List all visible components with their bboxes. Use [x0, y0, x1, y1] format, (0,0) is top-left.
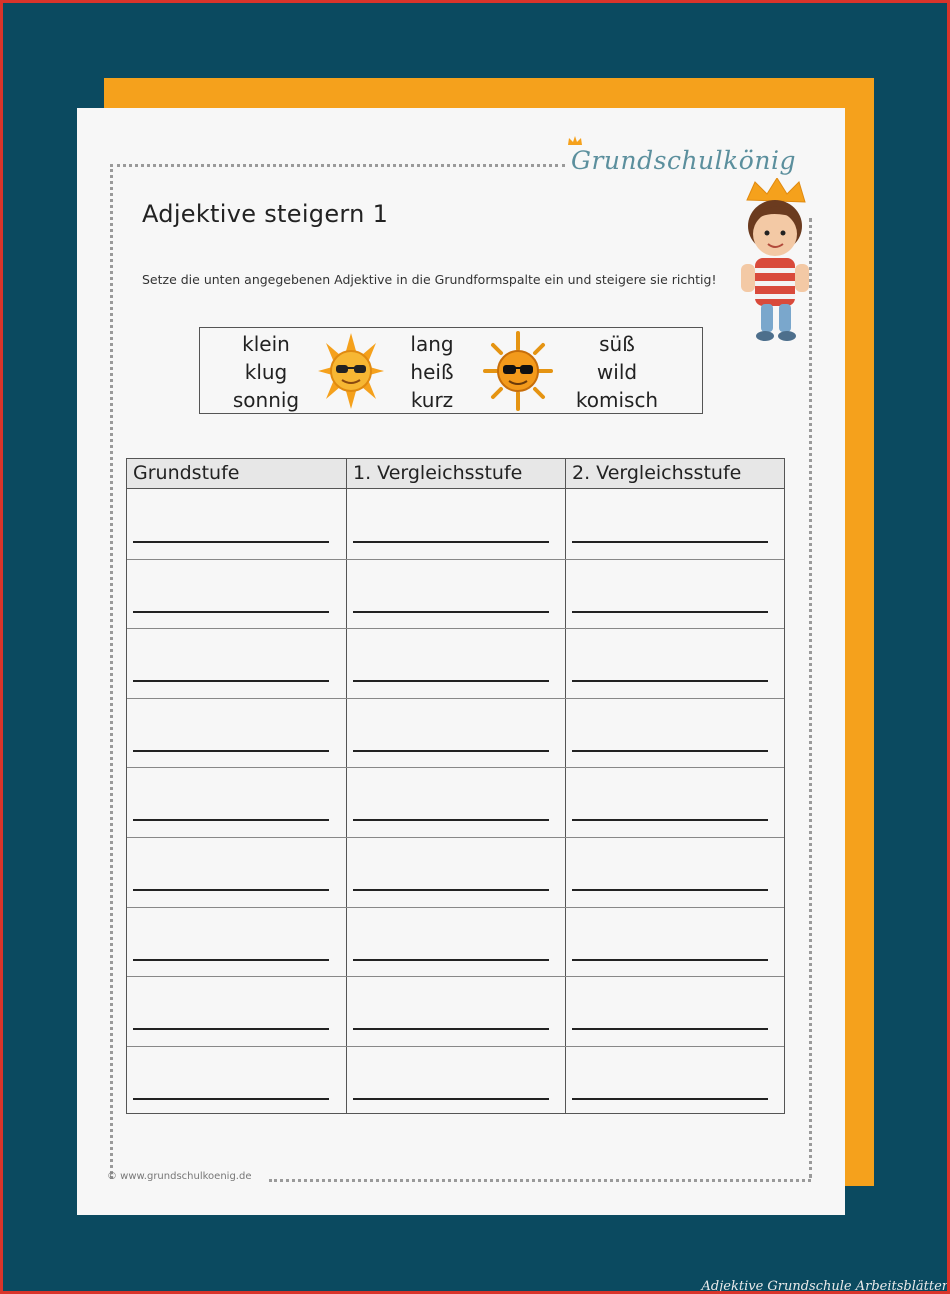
row-divider: [127, 698, 784, 699]
word-item: süß: [599, 332, 635, 356]
dotted-border-top: [110, 164, 565, 167]
answer-line[interactable]: [133, 541, 329, 543]
cool-sun-icon: [483, 331, 553, 411]
word-item: wild: [596, 360, 638, 384]
copyright-footer: © www.grundschulkoenig.de: [107, 1171, 252, 1182]
row-divider: [127, 767, 784, 768]
word-item: klug: [244, 360, 288, 384]
answer-line[interactable]: [353, 611, 549, 613]
worksheet-title: Adjektive steigern 1: [142, 200, 389, 228]
boy-with-crown-icon: [727, 178, 817, 343]
word-column-1: [211, 330, 321, 414]
word-item: klein: [242, 332, 290, 356]
word-item: kurz: [410, 388, 454, 412]
sun-with-sunglasses-icon: [318, 333, 384, 409]
column-divider: [565, 459, 566, 1113]
row-divider: [127, 1046, 784, 1047]
row-divider: [127, 837, 784, 838]
answer-line[interactable]: [572, 750, 768, 752]
worksheet-instruction: Setze die unten angegebenen Adjektive in die Grundformspalte ein und steigere sie richtig!: [142, 272, 717, 287]
brand-name: Grundschulkönig: [571, 146, 796, 175]
answer-line[interactable]: [353, 680, 549, 682]
answer-line[interactable]: [353, 750, 549, 752]
word-column-3: [562, 330, 672, 414]
answer-line[interactable]: [353, 541, 549, 543]
word-item: heiß: [410, 360, 454, 384]
answer-line[interactable]: [133, 1028, 329, 1030]
answer-line[interactable]: [133, 750, 329, 752]
row-divider: [127, 559, 784, 560]
answer-line[interactable]: [353, 819, 549, 821]
comparison-table: [126, 458, 785, 1114]
answer-line[interactable]: [572, 680, 768, 682]
column-divider: [346, 459, 347, 1113]
answer-line[interactable]: [353, 1098, 549, 1100]
brand-logo: [571, 146, 796, 175]
word-item: lang: [410, 332, 454, 356]
answer-line[interactable]: [572, 1028, 768, 1030]
answer-line[interactable]: [572, 819, 768, 821]
header-vergleichsstufe-1: 1. Vergleichsstufe: [353, 462, 523, 484]
header-vergleichsstufe-2: 2. Vergleichsstufe: [572, 462, 742, 484]
dotted-border-left: [110, 164, 113, 1179]
table-header: [127, 459, 784, 489]
row-divider: [127, 907, 784, 908]
word-column-2: [377, 330, 487, 414]
dotted-border-bottom: [269, 1179, 811, 1182]
row-divider: [127, 628, 784, 629]
answer-line[interactable]: [572, 611, 768, 613]
image-caption: Adjektive Grundschule Arbeitsblätter: [701, 1279, 948, 1294]
answer-line[interactable]: [353, 1028, 549, 1030]
answer-line[interactable]: [133, 611, 329, 613]
header-grundstufe: Grundstufe: [133, 462, 240, 484]
word-item: sonnig: [232, 388, 300, 412]
answer-line[interactable]: [133, 889, 329, 891]
answer-line[interactable]: [572, 541, 768, 543]
answer-line[interactable]: [133, 819, 329, 821]
word-item: komisch: [575, 388, 659, 412]
answer-line[interactable]: [133, 680, 329, 682]
row-divider: [127, 976, 784, 977]
dotted-border-right: [809, 218, 812, 1178]
answer-line[interactable]: [133, 1098, 329, 1100]
worksheet-page: [77, 108, 845, 1215]
word-box: [199, 327, 703, 414]
crown-icon: [567, 136, 583, 146]
answer-line[interactable]: [572, 959, 768, 961]
answer-line[interactable]: [572, 1098, 768, 1100]
answer-line[interactable]: [133, 959, 329, 961]
answer-line[interactable]: [353, 889, 549, 891]
answer-line[interactable]: [572, 889, 768, 891]
answer-line[interactable]: [353, 959, 549, 961]
